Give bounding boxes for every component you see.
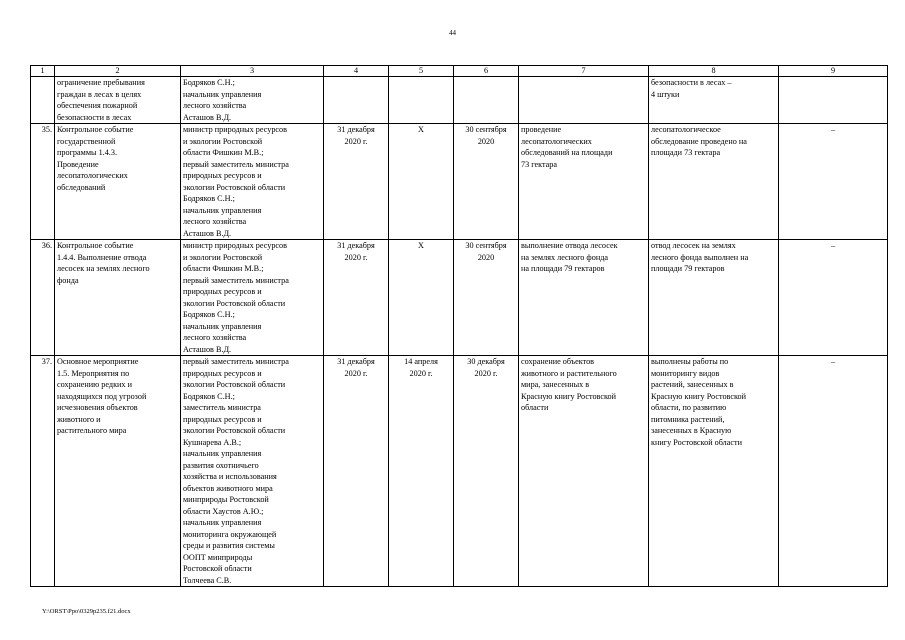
- file-path-footer: Y:\ORST\Ppo\0329p235.f21.docx: [42, 608, 131, 615]
- cell-line: министр природных ресурсов: [183, 241, 288, 250]
- cell-line: начальник управления: [183, 518, 262, 527]
- cell-line: Красную книгу Ростовской: [521, 391, 617, 401]
- cell-line: минприроды Ростовской: [183, 495, 269, 504]
- cell-line: 2020 г.: [409, 368, 433, 378]
- responsible-person-cell: [181, 240, 324, 356]
- cell-line: животного и растительного: [521, 368, 617, 378]
- planned-deadline-cell: [324, 356, 389, 587]
- cell-line: программы 1.4.3.: [57, 148, 117, 157]
- actual-end-cell: [454, 356, 519, 587]
- cell-line: министр природных ресурсов: [183, 125, 288, 134]
- responsible-person-cell: [181, 124, 324, 240]
- cell-line: области Фишкин М.В.;: [183, 148, 264, 157]
- cell-line: Х: [418, 241, 424, 250]
- cell-line: Асташов В.Д.: [183, 112, 232, 122]
- cell-line: обследований: [57, 182, 106, 192]
- cell-line: сохранение объектов: [521, 357, 595, 366]
- table-row: [31, 356, 888, 587]
- cell-line: экологии Ростовской области: [183, 380, 286, 389]
- cell-line: лесного хозяйства: [183, 101, 247, 110]
- cell-line: ООПТ минприроды: [183, 552, 253, 562]
- actual-end-cell: [454, 240, 519, 356]
- cell-line: области Фишкин М.В.;: [183, 264, 264, 273]
- actual-start-cell: [389, 124, 454, 240]
- cell-line: 2020: [477, 252, 495, 262]
- cell-line: начальник управления: [183, 89, 262, 99]
- cell-line: мониторинга окружающей: [183, 529, 277, 539]
- cell-line: Асташов В.Д.: [183, 344, 232, 354]
- header-cell: 9: [779, 66, 888, 77]
- cell-line: граждан в лесах в целях: [57, 89, 142, 99]
- cell-line: Бодряков С.Н.;: [183, 391, 235, 401]
- responsible-person-cell: [181, 77, 324, 124]
- header-cell: 5: [389, 66, 454, 77]
- cell-line: растительного мира: [57, 426, 127, 435]
- cell-line: Бодряков С.Н.;: [183, 78, 235, 87]
- notes-cell: –: [779, 356, 888, 587]
- cell-line: лесного хозяйства: [183, 217, 247, 226]
- cell-line: развития охотничьего: [183, 460, 259, 470]
- cell-line: 30 декабря: [467, 357, 505, 366]
- cell-line: и экологии Ростовской: [183, 252, 263, 262]
- cell-line: природных ресурсов и: [183, 171, 262, 180]
- expected-result-cell: [519, 356, 649, 587]
- event-title-cell: [55, 240, 181, 356]
- header-cell: 3: [181, 66, 324, 77]
- cell-line: хозяйства и использования: [183, 472, 277, 481]
- cell-line: 30 сентября: [465, 125, 507, 134]
- header-cell: 1: [31, 66, 55, 77]
- cell-line: Основное мероприятие: [57, 357, 139, 366]
- cell-line: Бодряков С.Н.;: [183, 310, 235, 319]
- actual-end-cell: [454, 124, 519, 240]
- cell-line: 14 апреля: [404, 357, 438, 366]
- cell-line: фонда: [57, 275, 79, 285]
- cell-line: мониторингу видов: [651, 368, 720, 378]
- header-cell: 4: [324, 66, 389, 77]
- cell-line: площади 73 гектара: [651, 148, 721, 157]
- cell-line: выполнение отвода лесосек: [521, 241, 618, 250]
- header-cell: 7: [519, 66, 649, 77]
- expected-result-cell: [519, 124, 649, 240]
- cell-line: Контрольное событие: [57, 241, 134, 250]
- event-title-cell: [55, 356, 181, 587]
- actual-start-cell: [389, 77, 454, 124]
- cell-line: Кушнарева А.В.;: [183, 437, 242, 447]
- actual-start-cell: [389, 356, 454, 587]
- planned-deadline-cell: [324, 124, 389, 240]
- cell-line: начальник управления: [183, 205, 262, 215]
- header-cell: 8: [649, 66, 779, 77]
- cell-line: 31 декабря: [337, 357, 375, 366]
- table-row: [31, 124, 888, 240]
- row-number-cell: 35.: [31, 124, 55, 240]
- cell-line: 2020 г.: [344, 136, 368, 146]
- cell-line: безопасности в лесах –: [651, 78, 732, 87]
- cell-line: Ростовской области: [183, 564, 252, 573]
- cell-line: Х: [418, 125, 424, 134]
- cell-line: государственной: [57, 136, 116, 146]
- table-row: [31, 77, 888, 124]
- cell-line: обеспечения пожарной: [57, 101, 138, 110]
- cell-line: отвод лесосек на землях: [651, 241, 736, 250]
- cell-line: объектов животного мира: [183, 483, 273, 493]
- header-row: [31, 66, 888, 77]
- notes-cell: –: [779, 240, 888, 356]
- cell-line: 2020 г.: [474, 368, 498, 378]
- actual-start-cell: [389, 240, 454, 356]
- cell-line: 4 штуки: [651, 89, 680, 99]
- cell-line: Бодряков С.Н.;: [183, 194, 235, 203]
- cell-line: начальник управления: [183, 321, 262, 331]
- cell-line: на землях лесного фонда: [521, 252, 609, 262]
- cell-line: среды и развития системы: [183, 541, 275, 550]
- cell-line: выполнены работы по: [651, 357, 729, 366]
- header-cell: 2: [55, 66, 181, 77]
- cell-line: ограничение пребывания: [57, 78, 145, 87]
- cell-line: 2020: [477, 136, 495, 146]
- notes-cell: [779, 77, 888, 124]
- cell-line: природных ресурсов и: [183, 287, 262, 296]
- planned-deadline-cell: [324, 77, 389, 124]
- cell-line: экологии Ростовской области: [183, 298, 286, 308]
- table-row: [31, 240, 888, 356]
- cell-line: 1.4.4. Выполнение отвода: [57, 252, 147, 262]
- cell-line: лесосек на землях лесного: [57, 264, 150, 273]
- cell-line: природных ресурсов и: [183, 414, 262, 424]
- cell-line: проведение: [521, 125, 562, 134]
- cell-line: растений, занесенных в: [651, 380, 734, 389]
- cell-line: 30 сентября: [465, 241, 507, 250]
- responsible-person-cell: [181, 356, 324, 587]
- cell-line: экологии Ростовской области: [183, 182, 286, 192]
- cell-line: сохранению редких и: [57, 380, 132, 389]
- header-cell: 6: [454, 66, 519, 77]
- page-number: 44: [449, 29, 456, 37]
- cell-line: заместитель министра: [183, 403, 261, 412]
- cell-line: Толчеева С.В.: [183, 575, 232, 585]
- actual-result-cell: [649, 77, 779, 124]
- cell-line: и экологии Ростовской: [183, 136, 263, 146]
- cell-line: книгу Ростовской области: [651, 437, 742, 447]
- cell-line: безопасности в лесах: [57, 112, 132, 122]
- cell-line: 2020 г.: [344, 368, 368, 378]
- cell-line: первый заместитель министра: [183, 275, 289, 285]
- cell-line: лесного хозяйства: [183, 333, 247, 342]
- cell-line: экологии Ростовской области: [183, 426, 286, 435]
- cell-line: лесопатологических: [521, 136, 592, 146]
- actual-result-cell: [649, 356, 779, 587]
- cell-line: начальник управления: [183, 449, 262, 458]
- report-table: [30, 65, 888, 587]
- cell-line: Контрольное событие: [57, 125, 134, 134]
- cell-line: природных ресурсов и: [183, 368, 262, 378]
- cell-line: исчезновения объектов: [57, 403, 138, 412]
- cell-line: площади 79 гектаров: [651, 264, 725, 273]
- cell-line: обследование проведено на: [651, 136, 747, 146]
- cell-line: мира, занесенных в: [521, 380, 590, 389]
- cell-line: Красную книгу Ростовской: [651, 391, 747, 401]
- cell-line: животного и: [57, 414, 101, 424]
- cell-line: 31 декабря: [337, 241, 375, 250]
- cell-line: 2020 г.: [344, 252, 368, 262]
- cell-line: области, по развитию: [651, 403, 727, 412]
- cell-line: Проведение: [57, 159, 99, 169]
- row-number-cell: [31, 77, 55, 124]
- cell-line: первый заместитель министра: [183, 159, 289, 169]
- cell-line: лесопатологическое: [651, 125, 721, 134]
- actual-result-cell: [649, 240, 779, 356]
- cell-line: 73 гектара: [521, 159, 558, 169]
- cell-line: лесопатологических: [57, 171, 128, 180]
- actual-result-cell: [649, 124, 779, 240]
- cell-line: на площади 79 гектаров: [521, 264, 605, 273]
- cell-line: обследований на площади: [521, 148, 613, 157]
- event-title-cell: [55, 124, 181, 240]
- cell-line: Асташов В.Д.: [183, 228, 232, 238]
- cell-line: первый заместитель министра: [183, 357, 289, 366]
- actual-end-cell: [454, 77, 519, 124]
- cell-line: области: [521, 403, 549, 412]
- cell-line: 1.5. Мероприятия по: [57, 368, 130, 378]
- planned-deadline-cell: [324, 240, 389, 356]
- cell-line: питомника растений,: [651, 414, 725, 424]
- cell-line: находящихся под угрозой: [57, 391, 147, 401]
- row-number-cell: 37.: [31, 356, 55, 587]
- row-number-cell: 36.: [31, 240, 55, 356]
- expected-result-cell: [519, 240, 649, 356]
- cell-line: 31 декабря: [337, 125, 375, 134]
- notes-cell: –: [779, 124, 888, 240]
- event-title-cell: [55, 77, 181, 124]
- cell-line: области Хаустов А.Ю.;: [183, 506, 264, 516]
- expected-result-cell: [519, 77, 649, 124]
- cell-line: лесного фонда выполнен на: [651, 252, 749, 262]
- cell-line: занесенных в Красную: [651, 426, 732, 435]
